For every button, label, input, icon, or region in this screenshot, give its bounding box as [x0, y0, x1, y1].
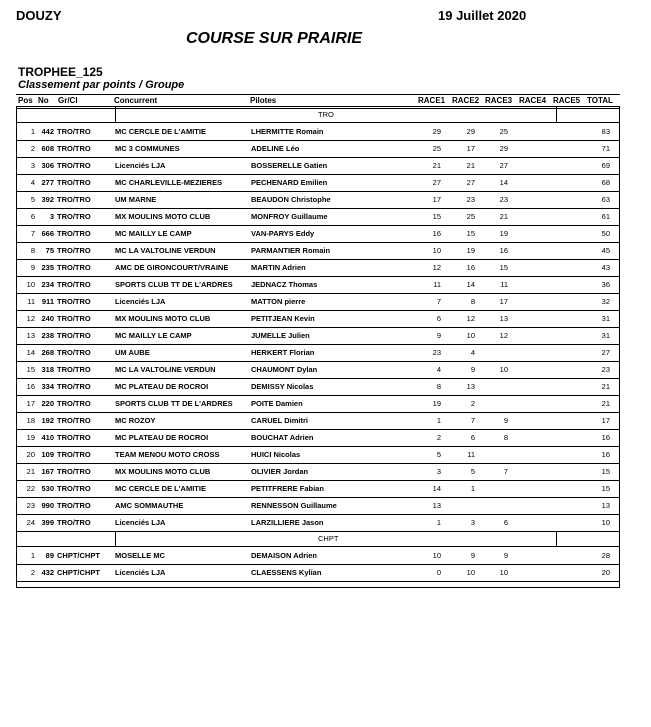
table-row	[17, 344, 619, 362]
cell-r1: 10	[432, 246, 441, 255]
cell-r3: 14	[499, 178, 508, 187]
table-row	[17, 480, 619, 498]
cell-club: SPORTS CLUB TT DE L'ARDRES	[115, 399, 233, 408]
table-row	[17, 327, 619, 345]
cell-r2: 9	[470, 365, 475, 374]
cell-pos: 13	[26, 331, 35, 340]
cell-r1: 17	[432, 195, 441, 204]
cell-club: MC CERCLE DE L'AMITIE	[115, 127, 206, 136]
cell-no: 268	[41, 348, 54, 357]
cell-pos: 5	[30, 195, 35, 204]
column-header-class: Gr/Cl	[58, 96, 78, 105]
cell-r2: 9	[470, 551, 475, 560]
cell-r1: 3	[436, 467, 441, 476]
cell-pilot: BEAUDON Christophe	[251, 195, 331, 204]
cell-r1: 15	[432, 212, 441, 221]
cell-r2: 4	[470, 348, 475, 357]
cell-club: MC CHARLEVILLE-MEZIERES	[115, 178, 223, 187]
cell-cl: TRO/TRO	[57, 331, 91, 340]
cell-r2: 19	[466, 246, 475, 255]
cell-total: 20	[601, 568, 610, 577]
group-label: CHPT	[318, 534, 339, 543]
cell-no: 192	[41, 416, 54, 425]
cell-r2: 2	[470, 399, 475, 408]
cell-pilot: MARTIN Adrien	[251, 263, 306, 272]
cell-r3: 8	[503, 433, 508, 442]
cell-pos: 24	[26, 518, 35, 527]
cell-club: UM MARNE	[115, 195, 157, 204]
cell-r2: 3	[470, 518, 475, 527]
cell-total: 13	[601, 501, 610, 510]
cell-r1: 25	[432, 144, 441, 153]
cell-r3: 21	[499, 212, 508, 221]
cell-pilot: CHAUMONT Dylan	[251, 365, 318, 374]
cell-club: AMC SOMMAUTHE	[115, 501, 184, 510]
cell-no: 306	[41, 161, 54, 170]
cell-r1: 9	[436, 331, 441, 340]
table-row	[17, 446, 619, 464]
cell-pilot: JEDNACZ Thomas	[251, 280, 318, 289]
cell-total: 28	[601, 551, 610, 560]
cell-pilot: LARZILLIERE Jason	[251, 518, 324, 527]
cell-pilot: POITE Damien	[251, 399, 303, 408]
column-header-race2: RACE2	[452, 96, 480, 105]
cell-pilot: PETITJEAN Kevin	[251, 314, 315, 323]
cell-club: MC 3 COMMUNES	[115, 144, 180, 153]
cell-club: UM AUBE	[115, 348, 150, 357]
table-row	[17, 293, 619, 311]
column-header-club: Concurrent	[114, 96, 158, 105]
cell-total: 61	[601, 212, 610, 221]
cell-r1: 19	[432, 399, 441, 408]
cell-r3: 16	[499, 246, 508, 255]
cell-club: AMC DE GIRONCOURT/VRAINE	[115, 263, 229, 272]
cell-pos: 21	[26, 467, 35, 476]
cell-club: SPORTS CLUB TT DE L'ARDRES	[115, 280, 233, 289]
event-location: DOUZY	[16, 8, 62, 23]
cell-r2: 25	[466, 212, 475, 221]
cell-pilot: PECHENARD Emilien	[251, 178, 328, 187]
cell-r3: 9	[503, 551, 508, 560]
cell-club: TEAM MENOU MOTO CROSS	[115, 450, 220, 459]
cell-club: MC MAILLY LE CAMP	[115, 229, 192, 238]
cell-pilot: DEMAISON Adrien	[251, 551, 317, 560]
cell-r1: 23	[432, 348, 441, 357]
cell-no: 75	[45, 246, 54, 255]
cell-r1: 21	[432, 161, 441, 170]
cell-total: 83	[601, 127, 610, 136]
table-row	[17, 242, 619, 260]
cell-r2: 13	[466, 382, 475, 391]
cell-cl: TRO/TRO	[57, 484, 91, 493]
cell-club: MC PLATEAU DE ROCROI	[115, 382, 209, 391]
cell-cl: TRO/TRO	[57, 314, 91, 323]
cell-total: 21	[601, 382, 610, 391]
cell-cl: TRO/TRO	[57, 229, 91, 238]
cell-cl: TRO/TRO	[57, 246, 91, 255]
cell-pos: 2	[30, 144, 35, 153]
cell-r2: 23	[466, 195, 475, 204]
table-row	[17, 564, 619, 582]
results-table	[16, 106, 620, 588]
cell-pos: 12	[26, 314, 35, 323]
table-row	[17, 140, 619, 158]
cell-pos: 6	[30, 212, 35, 221]
cell-cl: TRO/TRO	[57, 467, 91, 476]
cell-no: 220	[41, 399, 54, 408]
cell-pilot: BOSSERELLE Gatien	[251, 161, 328, 170]
cell-no: 608	[41, 144, 54, 153]
column-header-pos: Pos	[18, 96, 33, 105]
table-row	[17, 395, 619, 413]
cell-cl: TRO/TRO	[57, 416, 91, 425]
table-row	[17, 547, 619, 565]
trophy-name: TROPHEE_125	[18, 65, 103, 79]
cell-pos: 23	[26, 501, 35, 510]
cell-pilot: ADELINE Léo	[251, 144, 300, 153]
cell-pos: 20	[26, 450, 35, 459]
cell-total: 16	[601, 450, 610, 459]
cell-pos: 3	[30, 161, 35, 170]
cell-pos: 17	[26, 399, 35, 408]
cell-cl: TRO/TRO	[57, 518, 91, 527]
cell-cl: CHPT/CHPT	[57, 551, 100, 560]
cell-r2: 7	[470, 416, 475, 425]
cell-r2: 6	[470, 433, 475, 442]
table-row	[17, 429, 619, 447]
cell-r3: 25	[499, 127, 508, 136]
table-row	[17, 463, 619, 481]
cell-no: 392	[41, 195, 54, 204]
cell-pilot: CARUEL Dimitri	[251, 416, 308, 425]
cell-r2: 8	[470, 297, 475, 306]
table-row	[17, 361, 619, 379]
cell-pos: 19	[26, 433, 35, 442]
cell-club: MC LA VALTOLINE VERDUN	[115, 246, 216, 255]
cell-total: 15	[601, 467, 610, 476]
cell-r3: 19	[499, 229, 508, 238]
cell-r3: 6	[503, 518, 508, 527]
cell-pos: 2	[30, 568, 35, 577]
column-header-no: No	[38, 96, 49, 105]
cell-pos: 14	[26, 348, 35, 357]
cell-r2: 21	[466, 161, 475, 170]
cell-pilot: PARMANTIER Romain	[251, 246, 331, 255]
cell-r1: 11	[433, 280, 441, 289]
cell-no: 167	[41, 467, 54, 476]
cell-r3: 11	[500, 280, 508, 289]
cell-total: 63	[601, 195, 610, 204]
cell-pilot: DEMISSY Nicolas	[251, 382, 314, 391]
cell-total: 69	[601, 161, 610, 170]
table-row	[17, 123, 619, 141]
cell-club: MC CERCLE DE L'AMITIE	[115, 484, 206, 493]
cell-r3: 15	[499, 263, 508, 272]
cell-no: 911	[41, 297, 54, 306]
cell-cl: TRO/TRO	[57, 212, 91, 221]
cell-cl: TRO/TRO	[57, 348, 91, 357]
cell-no: 235	[41, 263, 54, 272]
table-row	[17, 497, 619, 515]
cell-no: 89	[45, 551, 54, 560]
cell-r1: 1	[436, 416, 441, 425]
table-row	[17, 174, 619, 192]
cell-r1: 10	[432, 551, 441, 560]
cell-r1: 14	[432, 484, 441, 493]
cell-cl: TRO/TRO	[57, 127, 91, 136]
cell-no: 442	[41, 127, 54, 136]
cell-r2: 16	[466, 263, 475, 272]
cell-r2: 10	[466, 568, 475, 577]
cell-no: 3	[49, 212, 54, 221]
table-row	[17, 208, 619, 226]
cell-club: MC LA VALTOLINE VERDUN	[115, 365, 216, 374]
cell-cl: TRO/TRO	[57, 178, 91, 187]
cell-total: 21	[601, 399, 610, 408]
cell-pos: 18	[26, 416, 35, 425]
cell-r1: 1	[436, 518, 441, 527]
table-row	[17, 310, 619, 328]
cell-no: 238	[41, 331, 54, 340]
group-label: TRO	[318, 110, 334, 119]
table-row	[17, 514, 619, 532]
cell-cl: TRO/TRO	[57, 382, 91, 391]
cell-cl: TRO/TRO	[57, 195, 91, 204]
cell-club: Licenciés LJA	[115, 161, 166, 170]
cell-r1: 12	[432, 263, 441, 272]
cell-no: 530	[41, 484, 54, 493]
cell-pos: 1	[30, 551, 35, 560]
cell-r1: 2	[436, 433, 441, 442]
table-row	[17, 225, 619, 243]
cell-r2: 11	[467, 450, 475, 459]
table-row	[17, 378, 619, 396]
cell-r3: 10	[499, 365, 508, 374]
cell-total: 10	[601, 518, 610, 527]
group-header-row	[17, 107, 619, 123]
column-header-pilot: Pilotes	[250, 96, 277, 105]
table-row	[17, 191, 619, 209]
cell-total: 68	[601, 178, 610, 187]
cell-r1: 0	[436, 568, 441, 577]
cell-r2: 29	[466, 127, 475, 136]
cell-r2: 10	[466, 331, 475, 340]
group-header-box	[115, 107, 557, 122]
cell-r1: 5	[436, 450, 441, 459]
cell-total: 31	[601, 314, 610, 323]
cell-pilot: VAN-PARYS Eddy	[251, 229, 315, 238]
cell-total: 50	[601, 229, 610, 238]
cell-no: 990	[41, 501, 54, 510]
cell-total: 45	[601, 246, 610, 255]
cell-cl: TRO/TRO	[57, 263, 91, 272]
cell-r3: 17	[499, 297, 508, 306]
cell-club: MX MOULINS MOTO CLUB	[115, 212, 211, 221]
cell-r2: 27	[466, 178, 475, 187]
cell-r1: 8	[436, 382, 441, 391]
cell-r1: 27	[432, 178, 441, 187]
cell-r2: 12	[466, 314, 475, 323]
cell-pilot: PETITFRERE Fabian	[251, 484, 324, 493]
cell-r3: 29	[499, 144, 508, 153]
table-row	[17, 157, 619, 175]
cell-club: MC MAILLY LE CAMP	[115, 331, 192, 340]
column-header-race4: RACE4	[519, 96, 547, 105]
cell-total: 43	[601, 263, 610, 272]
cell-r3: 10	[499, 568, 508, 577]
cell-pos: 10	[26, 280, 35, 289]
column-header-total: TOTAL	[587, 96, 613, 105]
cell-r3: 23	[499, 195, 508, 204]
cell-no: 334	[41, 382, 54, 391]
cell-club: Licenciés LJA	[115, 568, 166, 577]
event-date: 19 Juillet 2020	[438, 8, 527, 23]
event-title: COURSE SUR PRAIRIE	[186, 30, 363, 47]
cell-cl: TRO/TRO	[57, 161, 91, 170]
cell-pilot: HUICI Nicolas	[251, 450, 301, 459]
cell-r1: 13	[432, 501, 441, 510]
cell-total: 36	[601, 280, 610, 289]
cell-pos: 1	[30, 127, 35, 136]
cell-no: 432	[41, 568, 54, 577]
cell-cl: TRO/TRO	[57, 365, 91, 374]
cell-club: MC PLATEAU DE ROCROI	[115, 433, 209, 442]
cell-cl: TRO/TRO	[57, 144, 91, 153]
cell-r1: 16	[432, 229, 441, 238]
cell-pos: 15	[26, 365, 35, 374]
cell-total: 17	[601, 416, 610, 425]
cell-total: 71	[601, 144, 610, 153]
cell-r1: 4	[436, 365, 441, 374]
cell-r1: 29	[432, 127, 441, 136]
cell-club: MC ROZOY	[115, 416, 156, 425]
cell-r3: 9	[503, 416, 508, 425]
group-header-row	[17, 531, 619, 547]
cell-total: 16	[601, 433, 610, 442]
cell-pos: 8	[30, 246, 35, 255]
cell-pilot: HERKERT Florian	[251, 348, 315, 357]
cell-r1: 6	[436, 314, 441, 323]
cell-r1: 7	[436, 297, 441, 306]
table-row	[17, 276, 619, 294]
cell-total: 15	[601, 484, 610, 493]
ranking-subtitle: Classement par points / Groupe	[18, 79, 185, 91]
cell-pos: 4	[30, 178, 35, 187]
cell-total: 32	[601, 297, 610, 306]
cell-pos: 16	[26, 382, 35, 391]
cell-r3: 12	[499, 331, 508, 340]
cell-cl: TRO/TRO	[57, 433, 91, 442]
cell-r2: 5	[470, 467, 475, 476]
cell-total: 31	[601, 331, 610, 340]
cell-r2: 1	[470, 484, 475, 493]
cell-total: 27	[601, 348, 610, 357]
column-header-race1: RACE1	[418, 96, 446, 105]
cell-cl: TRO/TRO	[57, 399, 91, 408]
cell-pos: 22	[26, 484, 35, 493]
cell-cl: TRO/TRO	[57, 280, 91, 289]
table-row	[17, 412, 619, 430]
cell-cl: TRO/TRO	[57, 501, 91, 510]
cell-no: 399	[41, 518, 54, 527]
cell-club: MOSELLE MC	[115, 551, 165, 560]
cell-pos: 11	[27, 297, 35, 306]
cell-pilot: CLAESSENS Kylian	[251, 568, 322, 577]
cell-pilot: MATTON pierre	[251, 297, 306, 306]
column-header-race5: RACE5	[553, 96, 581, 105]
cell-total: 23	[601, 365, 610, 374]
cell-pilot: MONFROY Guillaume	[251, 212, 328, 221]
cell-club: Licenciés LJA	[115, 518, 166, 527]
cell-no: 277	[41, 178, 54, 187]
cell-pos: 7	[30, 229, 35, 238]
cell-club: Licenciés LJA	[115, 297, 166, 306]
cell-no: 410	[41, 433, 54, 442]
cell-pilot: RENNESSON Guillaume	[251, 501, 337, 510]
cell-cl: TRO/TRO	[57, 297, 91, 306]
cell-no: 666	[41, 229, 54, 238]
cell-pilot: BOUCHAT Adrien	[251, 433, 314, 442]
cell-no: 318	[41, 365, 54, 374]
cell-r3: 7	[503, 467, 508, 476]
cell-no: 240	[41, 314, 54, 323]
cell-club: MX MOULINS MOTO CLUB	[115, 314, 211, 323]
cell-no: 234	[41, 280, 54, 289]
column-header-race3: RACE3	[485, 96, 513, 105]
cell-no: 109	[41, 450, 54, 459]
cell-r2: 15	[466, 229, 475, 238]
table-row	[17, 259, 619, 277]
cell-cl: CHPT/CHPT	[57, 568, 100, 577]
cell-r3: 13	[499, 314, 508, 323]
cell-club: MX MOULINS MOTO CLUB	[115, 467, 211, 476]
cell-r2: 17	[466, 144, 475, 153]
cell-r3: 27	[499, 161, 508, 170]
cell-pos: 9	[30, 263, 35, 272]
cell-pilot: LHERMITTE Romain	[251, 127, 324, 136]
cell-pilot: OLIVIER Jordan	[251, 467, 309, 476]
cell-cl: TRO/TRO	[57, 450, 91, 459]
cell-pilot: JUMELLE Julien	[251, 331, 310, 340]
cell-r2: 14	[466, 280, 475, 289]
